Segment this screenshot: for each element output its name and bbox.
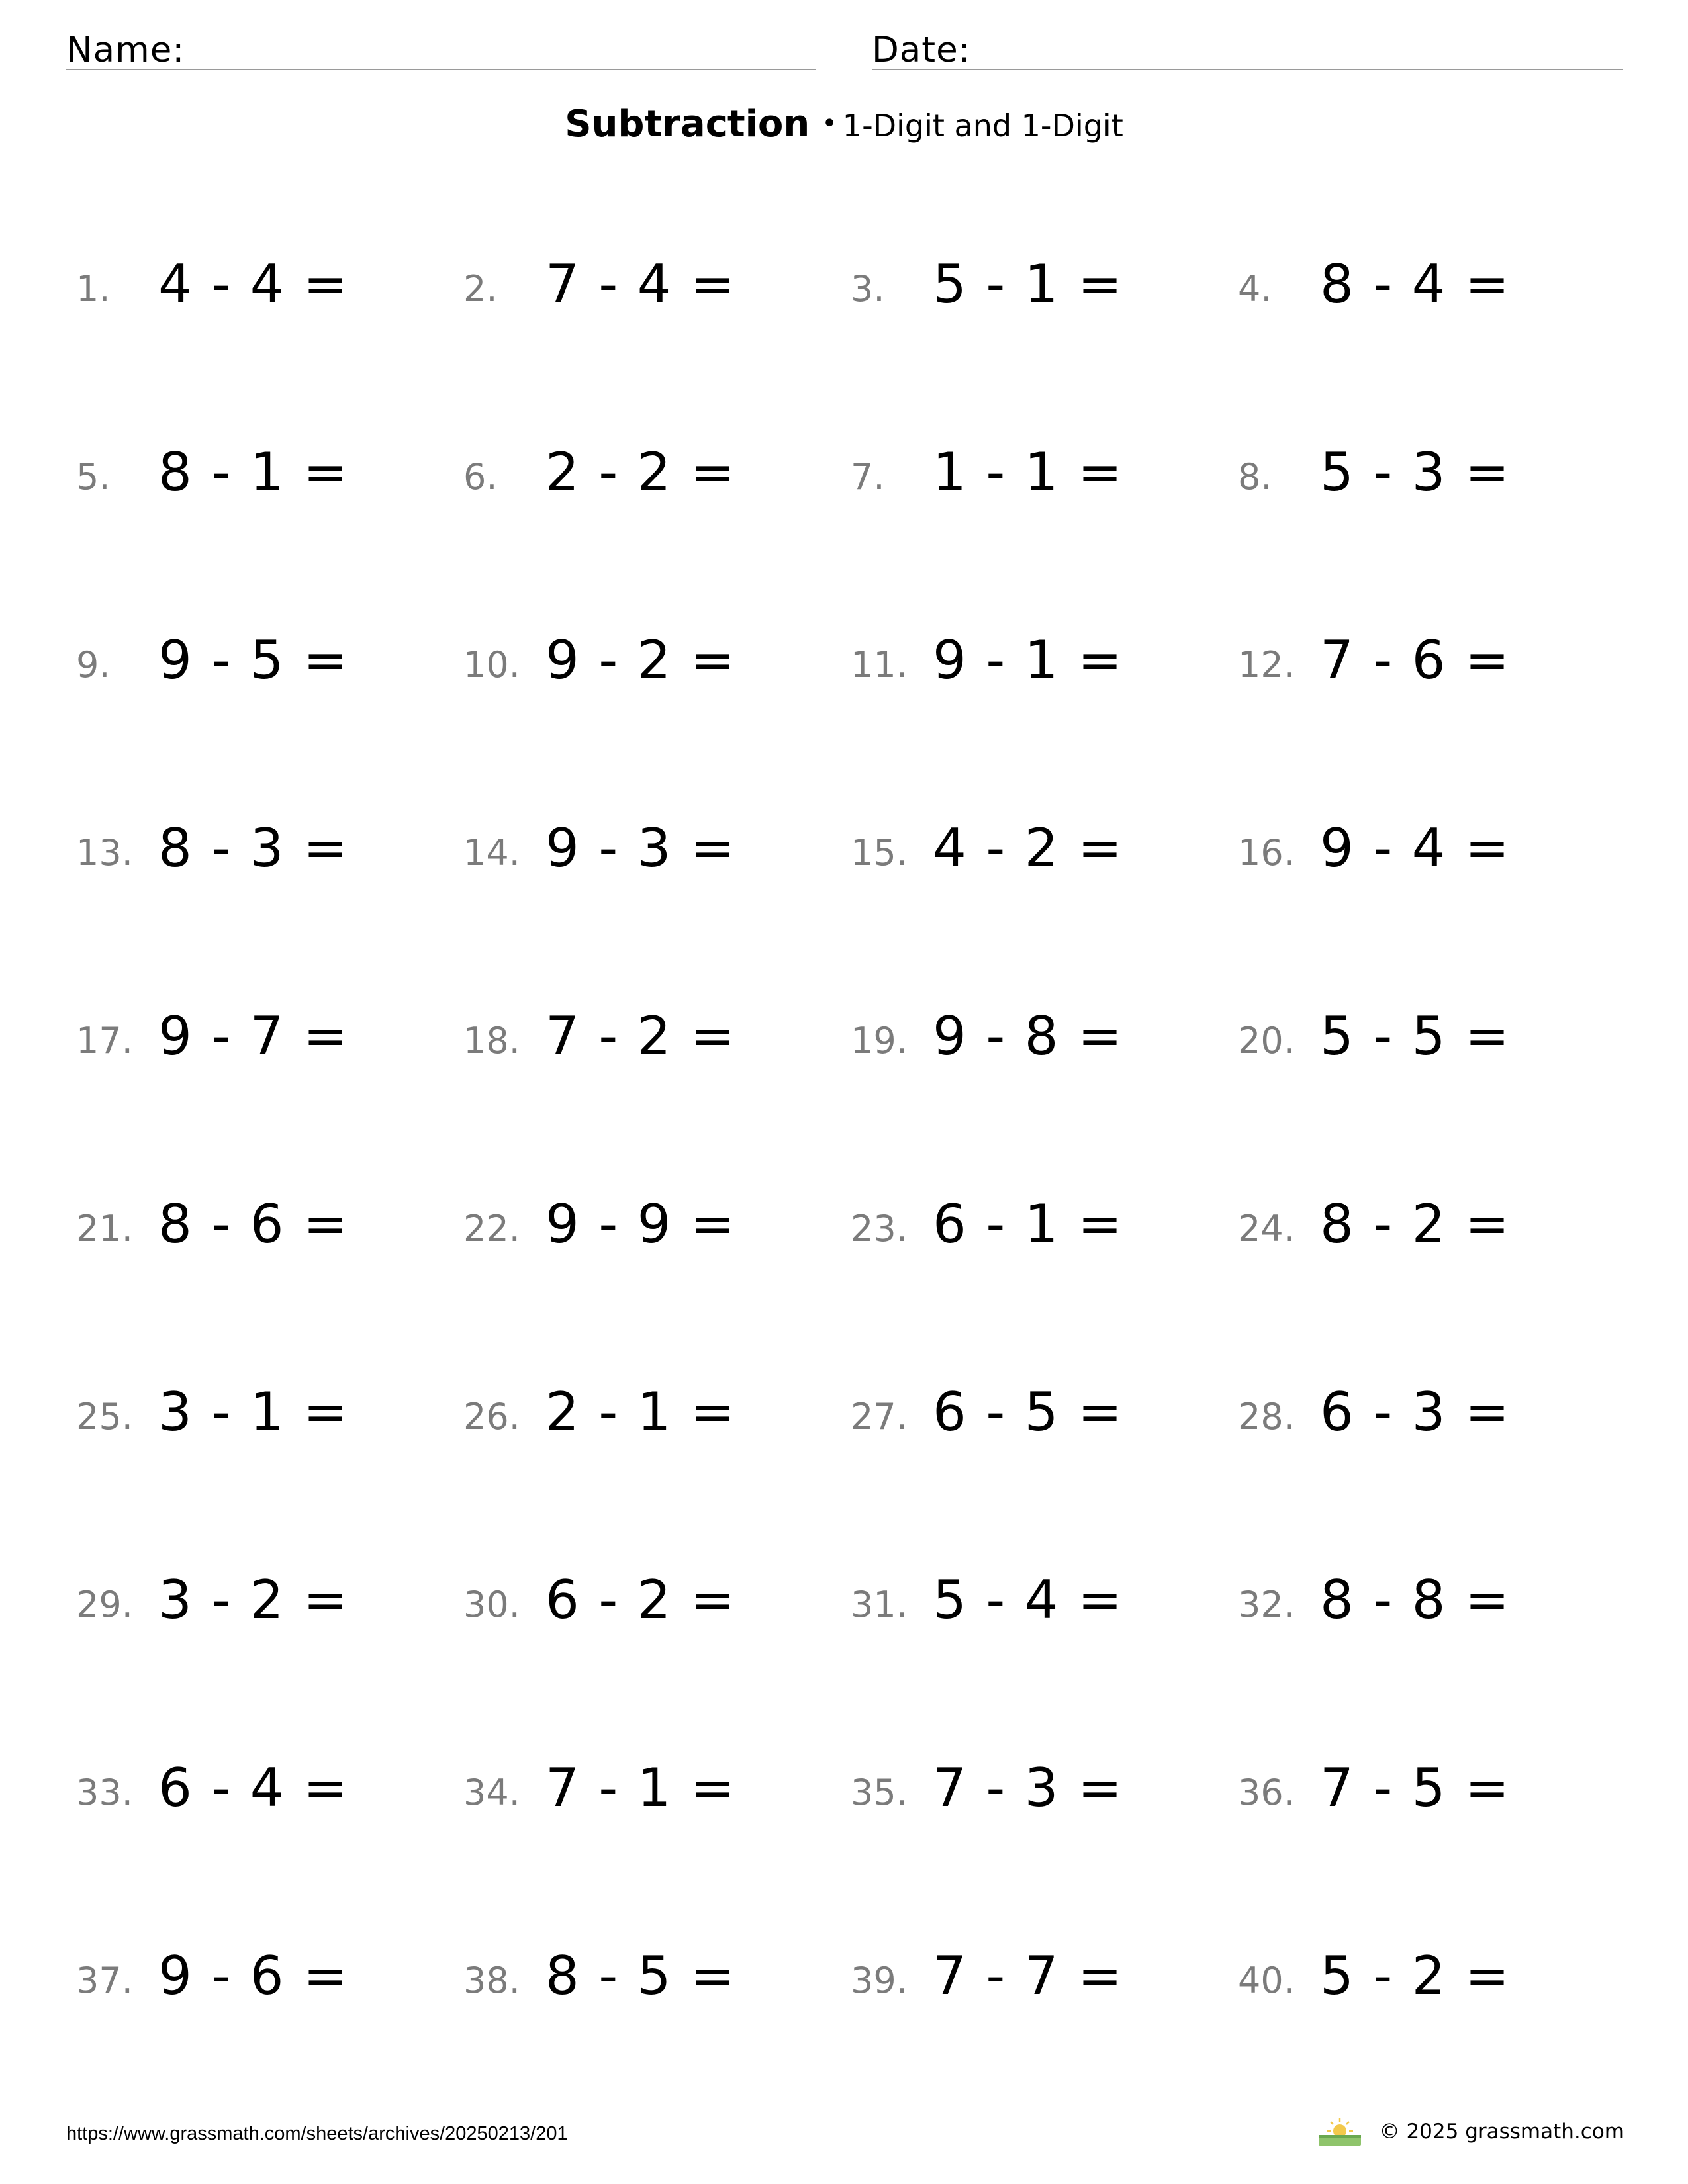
problem-number: 11. [851, 644, 908, 686]
problem-number: 28. [1238, 1396, 1295, 1437]
problem-item [851, 1373, 1195, 1443]
title-bullet: • [821, 109, 837, 139]
footer-url: https://www.grassmath.com/sheets/archives/20250213/201 [66, 2123, 568, 2144]
problem-number: 31. [851, 1584, 908, 1625]
problem-number: 1. [76, 268, 111, 310]
problem-item [463, 621, 808, 691]
problem-number: 24. [1238, 1208, 1295, 1250]
problem-expression: 7 - 7 = [933, 1945, 1123, 2007]
problem-expression: 5 - 3 = [1320, 441, 1511, 503]
problem-expression: 7 - 5 = [1320, 1757, 1511, 1819]
problem-expression: 7 - 2 = [545, 1005, 736, 1067]
problem-expression: 8 - 1 = [158, 441, 349, 503]
problem-expression: 1 - 1 = [933, 441, 1123, 503]
problem-item [463, 433, 808, 503]
problem-item [76, 1749, 420, 1819]
problem-expression: 2 - 2 = [545, 441, 736, 503]
problem-expression: 5 - 4 = [933, 1569, 1123, 1631]
problem-number: 3. [851, 268, 885, 310]
problem-number: 12. [1238, 644, 1295, 686]
problem-expression: 5 - 2 = [1320, 1945, 1511, 2007]
problem-number: 15. [851, 832, 908, 874]
problem-number: 30. [463, 1584, 520, 1625]
title-main: Subtraction [565, 103, 810, 146]
problem-expression: 5 - 5 = [1320, 1005, 1511, 1067]
problem-expression: 8 - 2 = [1320, 1193, 1511, 1255]
problem-expression: 4 - 4 = [158, 253, 349, 315]
problem-expression: 7 - 3 = [933, 1757, 1123, 1819]
problem-item [1238, 1373, 1582, 1443]
problem-item [76, 1373, 420, 1443]
problem-expression: 9 - 1 = [933, 629, 1123, 691]
problem-number: 32. [1238, 1584, 1295, 1625]
problem-number: 40. [1238, 1960, 1295, 2001]
problem-expression: 6 - 4 = [158, 1757, 349, 1819]
problem-number: 14. [463, 832, 520, 874]
problem-item [851, 245, 1195, 315]
problem-expression: 9 - 8 = [933, 1005, 1123, 1067]
problem-number: 10. [463, 644, 520, 686]
problem-number: 17. [76, 1020, 133, 1062]
problem-expression: 9 - 5 = [158, 629, 349, 691]
footer-branding [1316, 2115, 1624, 2148]
problem-expression: 8 - 8 = [1320, 1569, 1511, 1631]
problem-item [1238, 1749, 1582, 1819]
problem-expression: 6 - 1 = [933, 1193, 1123, 1255]
problem-item [1238, 433, 1582, 503]
problem-expression: 8 - 5 = [545, 1945, 736, 2007]
name-label: Name: [66, 30, 185, 70]
problem-expression: 3 - 1 = [158, 1381, 349, 1443]
problem-expression: 8 - 4 = [1320, 253, 1511, 315]
problem-item [463, 1749, 808, 1819]
problem-item [76, 245, 420, 315]
name-field[interactable] [66, 21, 816, 70]
problem-expression: 8 - 6 = [158, 1193, 349, 1255]
problem-item [851, 433, 1195, 503]
problem-expression: 9 - 7 = [158, 1005, 349, 1067]
problem-item [1238, 245, 1582, 315]
problem-number: 27. [851, 1396, 908, 1437]
problem-item [76, 433, 420, 503]
footer-copyright: © 2025 grassmath.com [1379, 2120, 1624, 2144]
problem-number: 39. [851, 1960, 908, 2001]
problem-item [76, 1185, 420, 1255]
problem-item [851, 1185, 1195, 1255]
problem-expression: 8 - 3 = [158, 817, 349, 879]
problem-item [851, 809, 1195, 879]
problem-number: 36. [1238, 1772, 1295, 1813]
problem-expression: 6 - 2 = [545, 1569, 736, 1631]
date-field[interactable] [872, 21, 1623, 70]
problem-number: 26. [463, 1396, 520, 1437]
problem-item [76, 621, 420, 691]
problem-item [76, 1936, 420, 2007]
problem-number: 38. [463, 1960, 520, 2001]
problem-number: 18. [463, 1020, 520, 1062]
problem-item [851, 997, 1195, 1067]
problem-number: 19. [851, 1020, 908, 1062]
problem-number: 13. [76, 832, 133, 874]
problem-item [76, 1561, 420, 1631]
problem-item [1238, 809, 1582, 879]
problem-item [1238, 1561, 1582, 1631]
problem-item [851, 1749, 1195, 1819]
problem-expression: 5 - 1 = [933, 253, 1123, 315]
problem-item [463, 997, 808, 1067]
problem-number: 35. [851, 1772, 908, 1813]
grass-sun-logo-icon [1316, 2115, 1364, 2148]
problem-item [76, 997, 420, 1067]
problem-expression: 3 - 2 = [158, 1569, 349, 1631]
problem-expression: 7 - 4 = [545, 253, 736, 315]
problem-expression: 9 - 6 = [158, 1945, 349, 2007]
problem-item [851, 621, 1195, 691]
problem-expression: 6 - 3 = [1320, 1381, 1511, 1443]
problem-expression: 9 - 3 = [545, 817, 736, 879]
problem-item [1238, 1936, 1582, 2007]
problem-number: 33. [76, 1772, 133, 1813]
problem-item [463, 1185, 808, 1255]
problem-expression: 9 - 4 = [1320, 817, 1511, 879]
problem-item [463, 245, 808, 315]
problem-number: 7. [851, 456, 885, 498]
problem-item [1238, 1185, 1582, 1255]
title-subtitle: 1-Digit and 1-Digit [842, 108, 1123, 144]
problem-expression: 4 - 2 = [933, 817, 1123, 879]
problem-item [1238, 621, 1582, 691]
problem-item [76, 809, 420, 879]
problem-expression: 7 - 6 = [1320, 629, 1511, 691]
problem-number: 16. [1238, 832, 1295, 874]
problem-item [463, 1561, 808, 1631]
problem-number: 20. [1238, 1020, 1295, 1062]
problem-expression: 9 - 2 = [545, 629, 736, 691]
problem-number: 37. [76, 1960, 133, 2001]
problem-number: 6. [463, 456, 498, 498]
problem-number: 21. [76, 1208, 133, 1250]
problem-number: 2. [463, 268, 498, 310]
problem-item [851, 1936, 1195, 2007]
problem-number: 8. [1238, 456, 1272, 498]
problem-item [463, 1373, 808, 1443]
problem-number: 22. [463, 1208, 520, 1250]
problem-item [463, 809, 808, 879]
problem-item [1238, 997, 1582, 1067]
problem-item [851, 1561, 1195, 1631]
problem-item [463, 1936, 808, 2007]
problem-number: 9. [76, 644, 111, 686]
problem-expression: 7 - 1 = [545, 1757, 736, 1819]
problem-expression: 6 - 5 = [933, 1381, 1123, 1443]
problem-expression: 2 - 1 = [545, 1381, 736, 1443]
problem-number: 34. [463, 1772, 520, 1813]
problem-number: 5. [76, 456, 111, 498]
problem-expression: 9 - 9 = [545, 1193, 736, 1255]
problem-number: 25. [76, 1396, 133, 1437]
problem-number: 29. [76, 1584, 133, 1625]
date-label: Date: [872, 30, 971, 70]
worksheet-title [0, 103, 1688, 146]
problem-number: 4. [1238, 268, 1272, 310]
problem-number: 23. [851, 1208, 908, 1250]
